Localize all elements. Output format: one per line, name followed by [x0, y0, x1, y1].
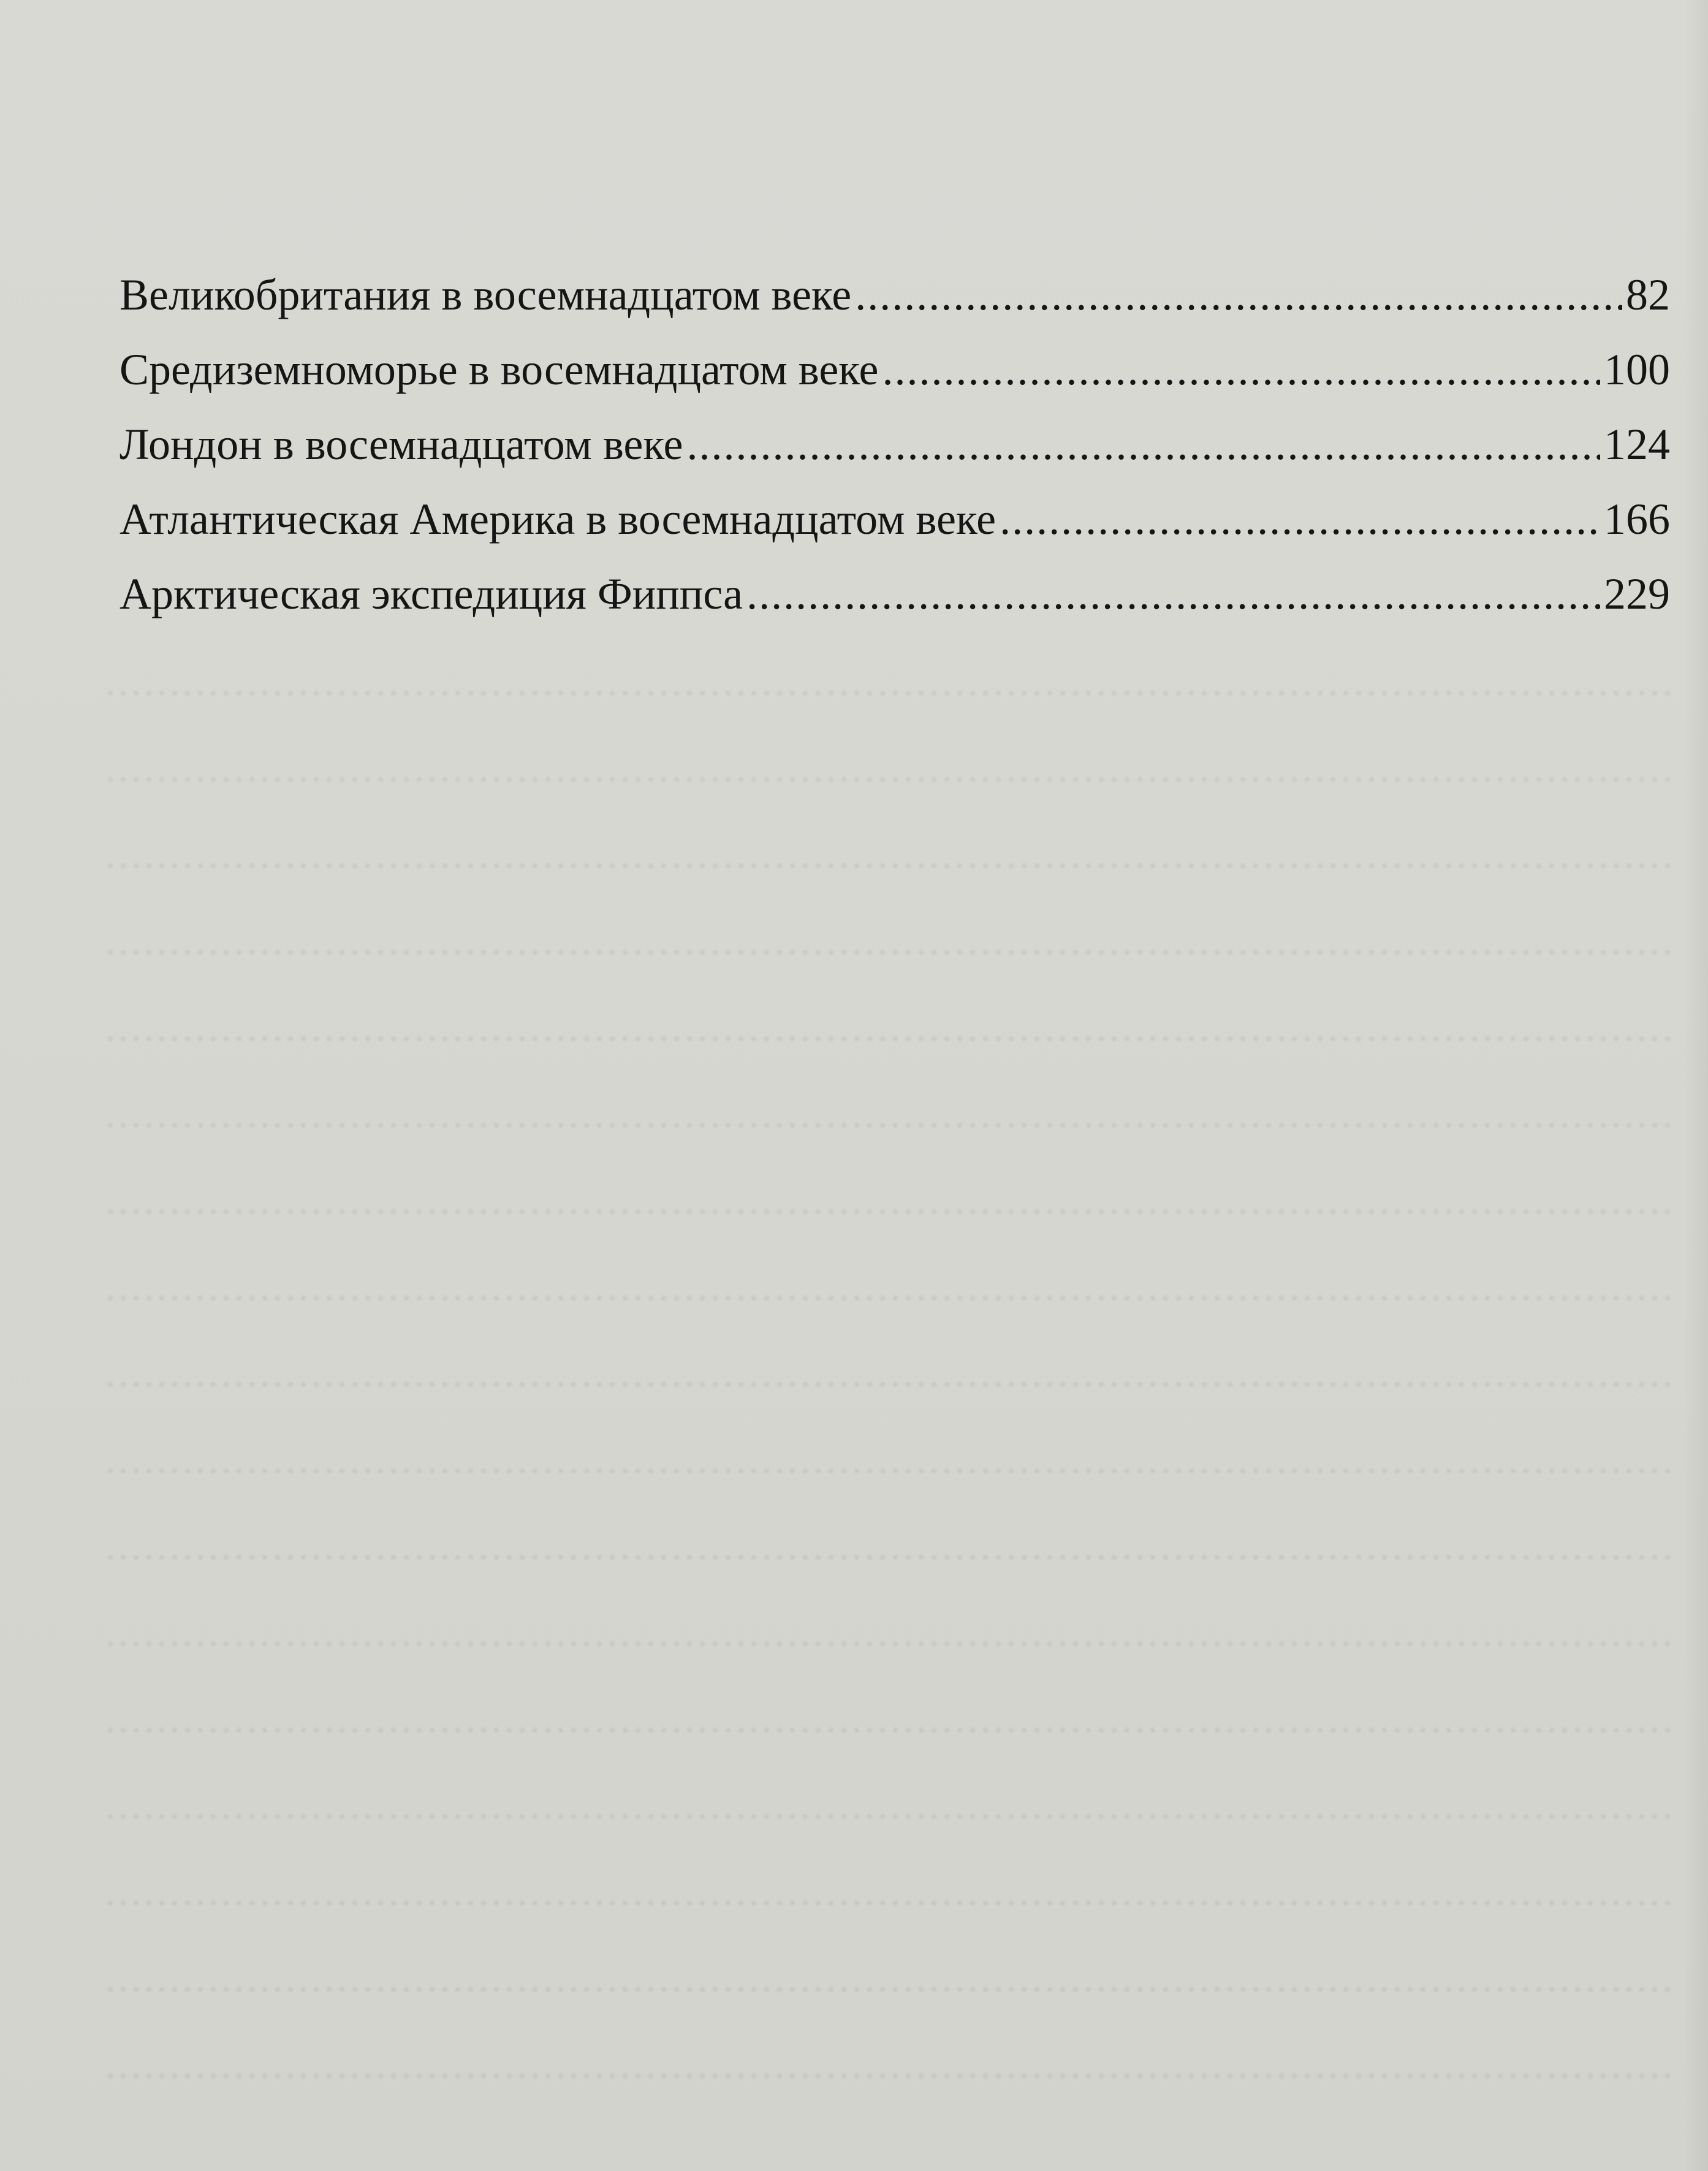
toc-entry-title: Лондон в восемнадцатом веке [120, 420, 683, 469]
toc-entry[interactable] [120, 407, 1670, 482]
show-through-line [104, 810, 1673, 897]
show-through-line [104, 1329, 1673, 1415]
show-through-line [104, 1588, 1673, 1675]
toc-entry[interactable] [120, 482, 1670, 557]
toc-entry-title: Атлантическая Америка в восемнадцатом веке [120, 495, 996, 544]
toc-entry-page: 124 [1604, 420, 1670, 469]
show-through-line [104, 897, 1673, 983]
show-through-line [104, 983, 1673, 1070]
toc-dot-leader [882, 332, 1600, 407]
show-through-line [104, 1156, 1673, 1242]
toc-entry[interactable] [120, 257, 1670, 332]
show-through-line [104, 1761, 1673, 1847]
toc-dot-leader [855, 257, 1622, 332]
toc-entry-title: Арктическая экспедиция Фиппса [120, 569, 743, 618]
toc-entry[interactable] [120, 557, 1670, 631]
toc-entry-page: 82 [1626, 270, 1670, 319]
show-through-line [104, 1675, 1673, 1761]
show-through-line [104, 724, 1673, 810]
page-edge-shadow [1683, 0, 1708, 2171]
toc-entry-page: 100 [1604, 345, 1670, 394]
toc-entry-title: Великобритания в восемнадцатом веке [120, 270, 852, 319]
show-through-line [104, 1847, 1673, 1934]
toc-dot-leader [746, 557, 1600, 631]
toc-dot-leader [1000, 482, 1600, 557]
show-through-line [104, 1415, 1673, 1502]
show-through-line [104, 1934, 1673, 2020]
show-through-line [104, 1502, 1673, 1588]
toc-entry-page: 166 [1604, 495, 1670, 544]
show-through-line [104, 637, 1673, 724]
show-through-line [104, 2020, 1673, 2107]
show-through-line [104, 1242, 1673, 1329]
toc-entry-page: 229 [1604, 569, 1670, 618]
toc-entry[interactable] [120, 332, 1670, 407]
toc-dot-leader [687, 407, 1600, 482]
show-through-line [104, 1070, 1673, 1156]
table-of-contents [120, 257, 1670, 631]
toc-entry-title: Средиземноморье в восемнадцатом веке [120, 345, 879, 394]
show-through-text [104, 637, 1673, 2107]
